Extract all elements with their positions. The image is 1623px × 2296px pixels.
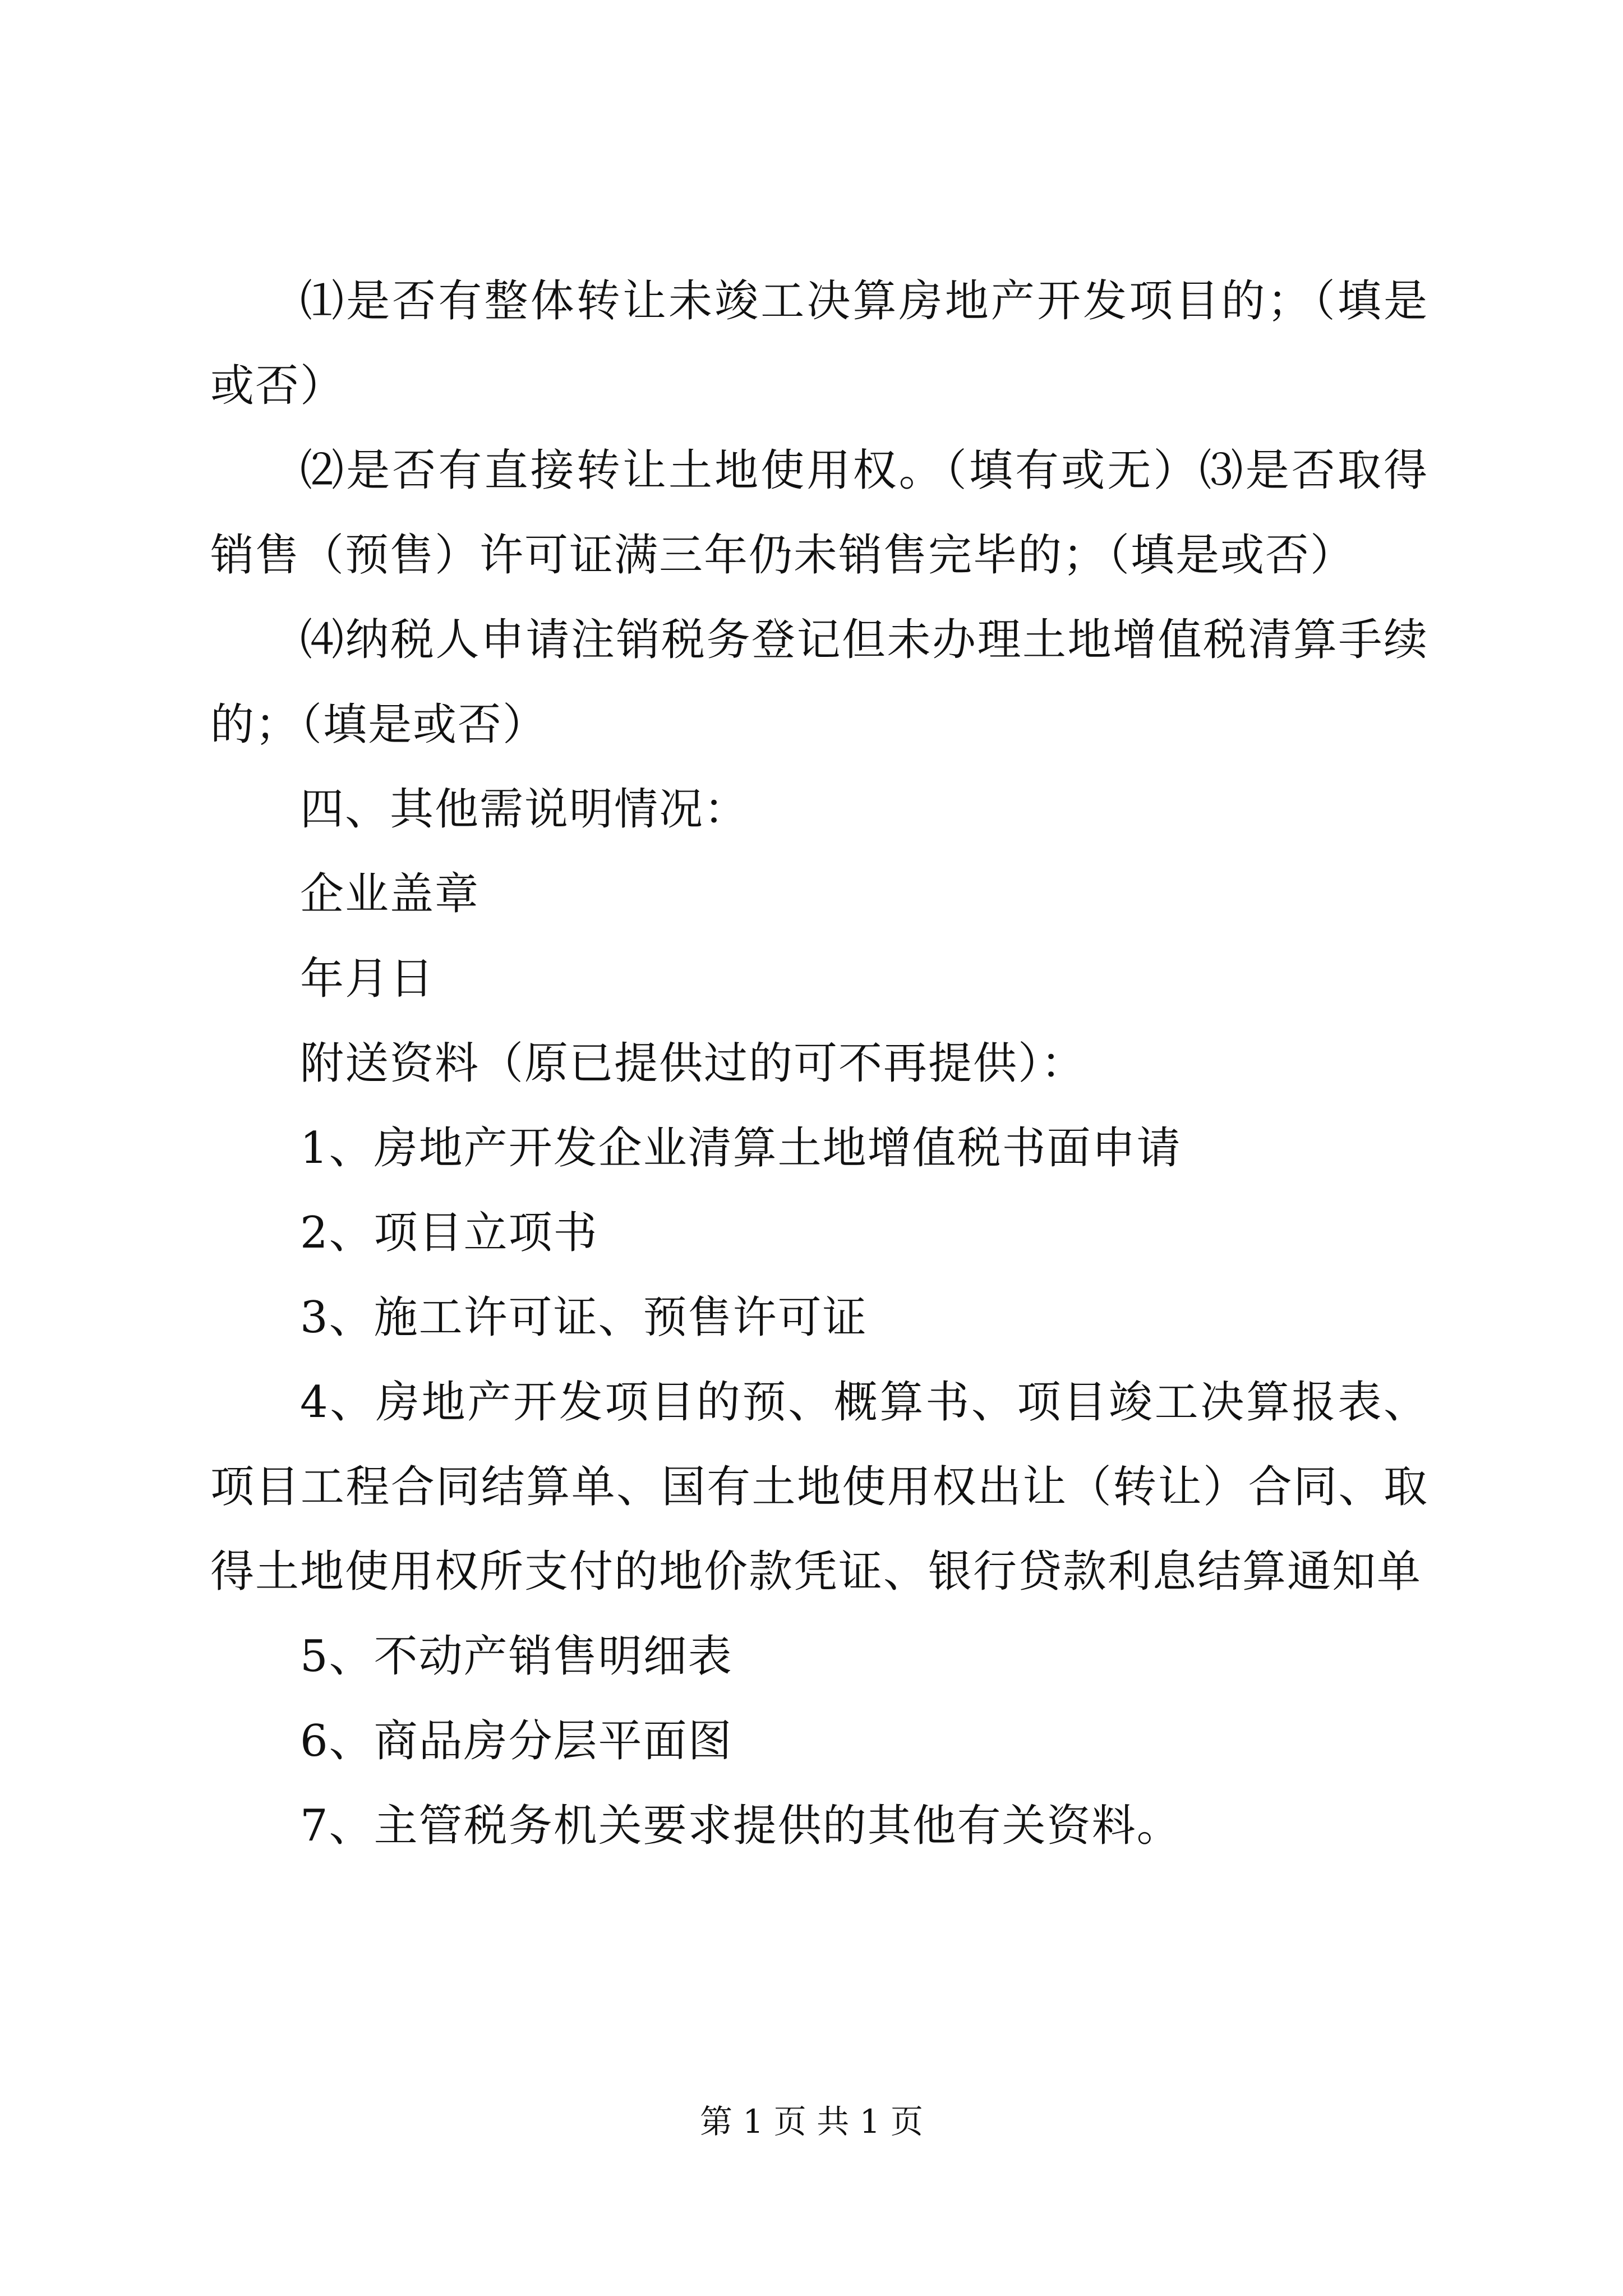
paragraph-item-1: ⑴是否有整体转让未竣工决算房地产开发项目的；（填是或否） bbox=[210, 276, 1428, 411]
date-line: 年月日 bbox=[300, 954, 435, 1004]
attachment-item-6: 6、商品房分层平面图 bbox=[300, 1716, 733, 1766]
paragraph-item-4: ⑷纳税人申请注销税务登记但未办理土地增值税清算手续的；（填是或否） bbox=[210, 615, 1428, 750]
attachment-item-1: 1、房地产开发企业清算土地增值税书面申请 bbox=[300, 1123, 1182, 1174]
page-number-label: 第 1 页 共 1 页 bbox=[700, 2102, 923, 2141]
section-heading-other-notes: 四、其他需说明情况： bbox=[300, 784, 749, 835]
attachment-item-4: 4、房地产开发项目的预、概算书、项目竣工决算报表、项目工程合同结算单、国有土地使用权出让（转让）合同、取得土地使用权所支付的地价款凭证、银行贷款利息结算通知单 bbox=[210, 1377, 1428, 1597]
document-body bbox=[210, 259, 1428, 1869]
attachment-item-3: 3、施工许可证、预售许可证 bbox=[300, 1292, 868, 1343]
page-footer bbox=[0, 2099, 1623, 2144]
paragraph-item-2-3: ⑵是否有直接转让土地使用权。（填有或无）⑶是否取得销售（预售）许可证满三年仍未销售完毕的；（填是或否） bbox=[210, 445, 1428, 581]
attachment-item-7: 7、主管税务机关要求提供的其他有关资料。 bbox=[300, 1801, 1182, 1851]
attachment-item-2: 2、项目立项书 bbox=[300, 1208, 598, 1258]
attachment-item-5: 5、不动产销售明细表 bbox=[300, 1631, 733, 1682]
attachments-heading: 附送资料（原已提供过的可不再提供）： bbox=[300, 1038, 1086, 1089]
company-seal-line: 企业盖章 bbox=[300, 869, 480, 919]
